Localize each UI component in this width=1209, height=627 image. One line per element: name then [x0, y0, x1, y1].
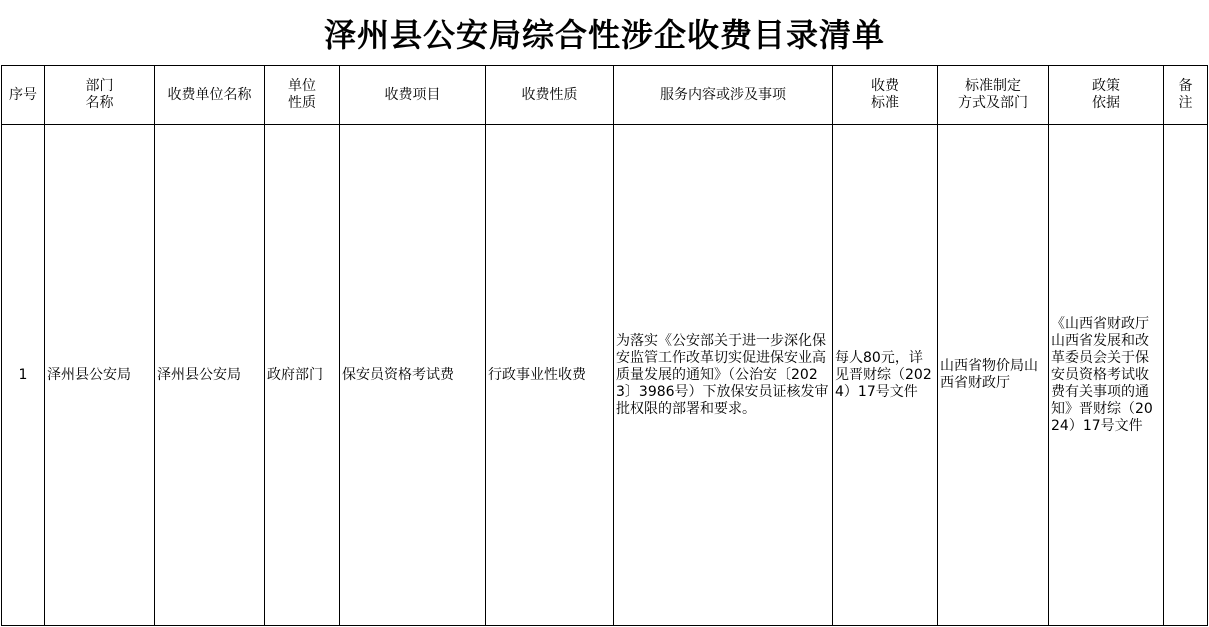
header-remarks: 备 注	[1164, 66, 1208, 125]
header-fee-standard: 收费 标准	[833, 66, 938, 125]
cell-policy-basis[interactable]: 《山西省财政厅山西省发展和改革委员会关于保安员资格考试收费有关事项的通知》晋财综（2024）17号文件	[1049, 125, 1164, 626]
cell-index[interactable]: 1	[2, 125, 45, 626]
header-service-content: 服务内容或涉及事项	[614, 66, 833, 125]
cell-fee-item[interactable]: 保安员资格考试费	[340, 125, 486, 626]
header-policy-basis: 政策 依据	[1049, 66, 1164, 125]
cell-department[interactable]: 泽州县公安局	[45, 125, 155, 626]
header-row	[2, 66, 1208, 125]
header-fee-item: 收费项目	[340, 66, 486, 125]
cell-remarks[interactable]	[1164, 125, 1208, 626]
header-index: 序号	[2, 66, 45, 125]
document-title: 泽州县公安局综合性涉企收费目录清单	[323, 15, 885, 54]
header-fee-unit: 收费单位名称	[155, 66, 265, 125]
fee-catalog-table	[1, 65, 1208, 626]
header-department: 部门 名称	[45, 66, 155, 125]
cell-unit-nature[interactable]: 政府部门	[265, 125, 340, 626]
cell-standard-method[interactable]: 山西省物价局山西省财政厅	[938, 125, 1049, 626]
cell-fee-nature[interactable]: 行政事业性收费	[486, 125, 614, 626]
table-row	[2, 125, 1208, 626]
cell-service-content[interactable]: 为落实《公安部关于进一步深化保安监管工作改革切实促进保安业高质量发展的通知》（公治安〔2023〕3986号）下放保安员证核发审批权限的部署和要求。	[614, 125, 833, 626]
cell-fee-unit[interactable]: 泽州县公安局	[155, 125, 265, 626]
header-fee-nature: 收费性质	[486, 66, 614, 125]
cell-fee-standard[interactable]: 每人80元，详见晋财综（2024）17号文件	[833, 125, 938, 626]
header-unit-nature: 单位 性质	[265, 66, 340, 125]
header-standard-method: 标准制定 方式及部门	[938, 66, 1049, 125]
